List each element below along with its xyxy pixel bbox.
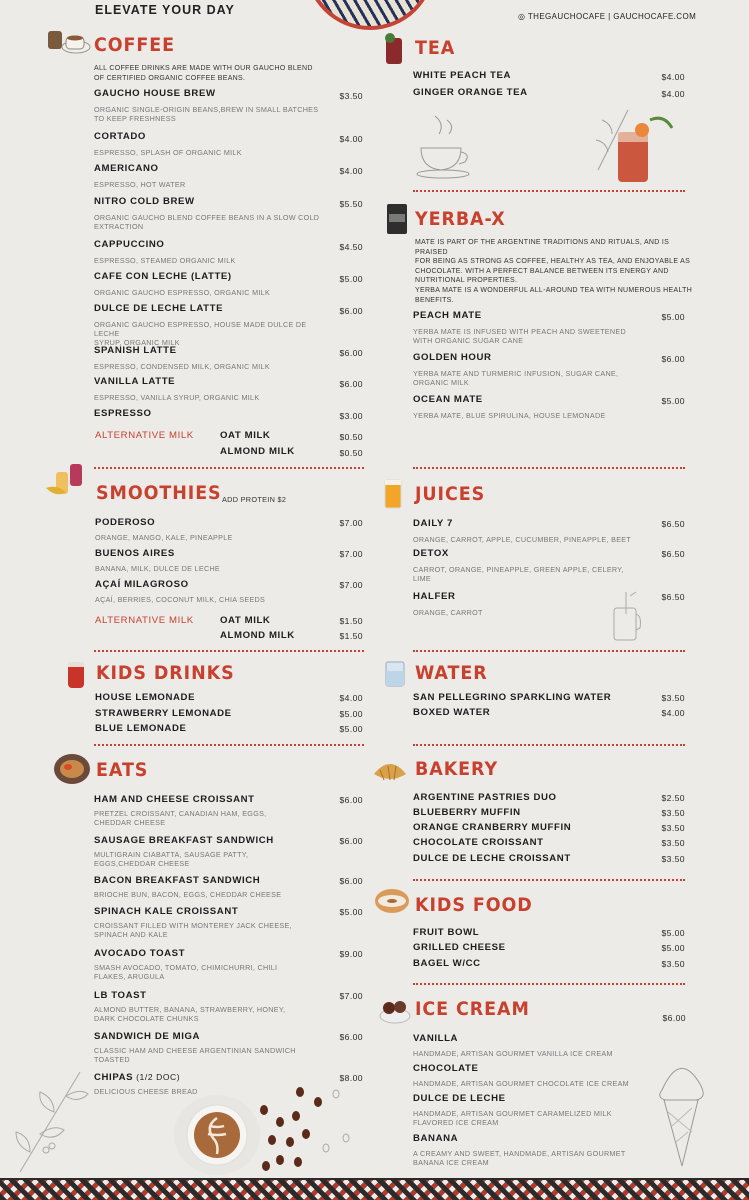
- menu-item-price: $6.50: [661, 519, 685, 529]
- menu-item-price: $6.00: [339, 1032, 363, 1042]
- alt-milk-price: $1.50: [339, 616, 363, 626]
- item-description: YERBA MATE, BLUE SPIRULINA, HOUSE LEMONADE: [413, 411, 606, 420]
- menu-item-name: AMERICANO: [94, 163, 159, 174]
- menu-item-suffix: (1/2 DOC): [133, 1072, 181, 1082]
- eats-plate-icon: [52, 752, 92, 786]
- item-description: BRIOCHE BUN, BACON, EGGS, CHEDDAR CHEESE: [94, 890, 282, 899]
- item-description: SMASH AVOCADO, TOMATO, CHIMICHURRI, CHILI FLAKES, ARUGULA: [94, 963, 278, 982]
- alt-milk-price: $0.50: [339, 432, 363, 442]
- section-title-yerba: YERBA-X: [415, 208, 506, 230]
- menu-item-price: $8.00: [339, 1073, 363, 1083]
- menu-item-name: AÇAÍ MILAGROSO: [95, 579, 189, 590]
- divider: [94, 744, 364, 746]
- menu-item-price: $6.00: [339, 348, 363, 358]
- menu-item-price: $6.00: [339, 379, 363, 389]
- menu-item-name: DULCE DE LECHE: [413, 1093, 506, 1104]
- menu-item-name: GOLDEN HOUR: [413, 352, 492, 363]
- menu-item-name: SPANISH LATTE: [94, 345, 177, 356]
- item-description: MULTIGRAIN CIABATTA, SAUSAGE PATTY, EGGS,CHEDDAR CHEESE: [94, 850, 249, 869]
- menu-item-price: $3.50: [661, 808, 685, 818]
- menu-item-name: FRUIT BOWL: [413, 927, 480, 938]
- item-description: PRETZEL CROISSANT, CANADIAN HAM, EGGS, CHEDDAR CHEESE: [94, 809, 267, 828]
- section-title-juices: JUICES: [415, 483, 486, 505]
- menu-item-price: $3.50: [661, 959, 685, 969]
- alt-milk-price: $1.50: [339, 631, 363, 641]
- menu-item-name: CHOCOLATE: [413, 1063, 479, 1074]
- menu-item-name: OCEAN MATE: [413, 394, 483, 405]
- menu-item-name: SAN PELLEGRINO SPARKLING WATER: [413, 692, 612, 703]
- menu-item-name: GRILLED CHEESE: [413, 942, 506, 953]
- coffee-cups-icon: [44, 27, 92, 59]
- ice-cream-price: $6.00: [662, 1013, 686, 1023]
- menu-item-name: AVOCADO TOAST: [94, 948, 186, 959]
- alt-milk-label: ALTERNATIVE MILK: [95, 615, 194, 626]
- item-description: BANANA, MILK, DULCE DE LECHE: [95, 564, 221, 573]
- section-title-kids-drinks: KIDS DRINKS: [96, 662, 235, 684]
- item-description: ESPRESSO, VANILLA SYRUP, ORGANIC MILK: [94, 393, 260, 402]
- ice-cream-cone-sketch-icon: [652, 1050, 708, 1170]
- item-description: ORGANIC GAUCHO ESPRESSO, ORGANIC MILK: [94, 288, 271, 297]
- item-description: AÇAÍ, BERRIES, COCONUT MILK, CHIA SEEDS: [95, 595, 266, 604]
- divider: [94, 467, 364, 469]
- bagel-icon: [372, 884, 412, 918]
- item-description: ORGANIC GAUCHO BLEND COFFEE BEANS IN A SLOW COLD EXTRACTION: [94, 213, 320, 232]
- item-description: ESPRESSO, STEAMED ORGANIC MILK: [94, 256, 236, 265]
- menu-item-name: BLUE LEMONADE: [95, 723, 187, 734]
- logo-emblem: [305, 0, 435, 30]
- section-title-kids-food: KIDS FOOD: [415, 894, 533, 916]
- menu-item-price: $3.50: [661, 823, 685, 833]
- item-description: ORGANIC SINGLE-ORIGIN BEANS,BREW IN SMALL BATCHES TO KEEP FRESHNESS: [94, 105, 319, 124]
- menu-item-name: SANDWICH DE MIGA: [94, 1031, 201, 1042]
- menu-item-name: VANILLA LATTE: [94, 376, 176, 387]
- menu-item-name: NITRO COLD BREW: [94, 196, 195, 207]
- menu-item-price: $5.00: [339, 907, 363, 917]
- social-handles: ◎ THEGAUCHOCAFE | GAUCHOCAFE.COM: [518, 12, 697, 21]
- menu-item-name: BANANA: [413, 1133, 459, 1144]
- iced-tea-icon: [588, 100, 680, 190]
- section-title-ice-cream: ICE CREAM: [415, 998, 530, 1020]
- menu-item-price: $5.00: [339, 274, 363, 284]
- menu-item-price: $3.50: [661, 854, 685, 864]
- section-title-eats: EATS: [96, 759, 149, 781]
- section-title-water: WATER: [415, 662, 488, 684]
- alt-milk-price: $0.50: [339, 448, 363, 458]
- alt-milk-name: OAT MILK: [220, 615, 271, 626]
- item-description: A CREAMY AND SWEET, HANDMADE, ARTISAN GOURMET BANANA ICE CREAM: [413, 1149, 626, 1168]
- menu-item-name: VANILLA: [413, 1033, 459, 1044]
- menu-item-price: $3.50: [661, 838, 685, 848]
- water-glass-icon: [383, 659, 407, 689]
- menu-item-price: $7.00: [339, 580, 363, 590]
- menu-item-price: $5.00: [339, 709, 363, 719]
- menu-item-price: $4.00: [661, 72, 685, 82]
- menu-item-price: $4.00: [339, 134, 363, 144]
- item-description: YERBA MATE IS INFUSED WITH PEACH AND SWEETENED WITH ORGANIC SUGAR CANE: [413, 327, 626, 346]
- item-description: ESPRESSO, CONDENSED MILK, ORGANIC MILK: [94, 362, 270, 371]
- item-description: ESPRESSO, SPLASH OF ORGANIC MILK: [94, 148, 242, 157]
- ice-cream-bowl-icon: [378, 994, 412, 1026]
- menu-item-name: ESPRESSO: [94, 408, 152, 419]
- menu-item-price: $3.00: [339, 411, 363, 421]
- menu-item-name: GAUCHO HOUSE BREW: [94, 88, 216, 99]
- menu-item-name: CORTADO: [94, 131, 146, 142]
- menu-item-name: DULCE DE LECHE LATTE: [94, 303, 224, 314]
- menu-item-name: BAGEL W/CC: [413, 958, 481, 969]
- alt-milk-name: ALMOND MILK: [220, 630, 295, 641]
- divider: [94, 650, 364, 652]
- smoothies-icon: [44, 462, 86, 502]
- menu-item-price: $3.50: [661, 693, 685, 703]
- menu-item-price: $4.50: [339, 242, 363, 252]
- menu-item-name: SPINACH KALE CROISSANT: [94, 906, 239, 917]
- item-description: YERBA MATE AND TURMERIC INFUSION, SUGAR CANE, ORGANIC MILK: [413, 369, 619, 388]
- menu-item-price: $4.00: [339, 693, 363, 703]
- menu-item-name: BACON BREAKFAST SANDWICH: [94, 875, 261, 886]
- section-title-bakery: BAKERY: [415, 758, 499, 780]
- menu-item-price: $5.00: [661, 928, 685, 938]
- menu-item-price: $6.00: [339, 306, 363, 316]
- tagline: ELEVATE YOUR DAY: [95, 3, 235, 17]
- menu-item-name: CHIPAS (1/2 DOC): [94, 1072, 181, 1083]
- divider: [413, 467, 685, 469]
- menu-item-price: $6.50: [661, 592, 685, 602]
- alt-milk-name: OAT MILK: [220, 430, 271, 441]
- item-description: HANDMADE, ARTISAN GOURMET CARAMELIZED MILK FLAVORED ICE CREAM: [413, 1109, 612, 1128]
- menu-item-name: PODEROSO: [95, 517, 156, 528]
- menu-item-name: WHITE PEACH TEA: [413, 70, 512, 81]
- menu-item-price: $4.00: [339, 166, 363, 176]
- menu-item-price: $4.00: [661, 89, 685, 99]
- menu-item-price: $6.50: [661, 549, 685, 559]
- menu-item-name: ARGENTINE PASTRIES DUO: [413, 792, 557, 803]
- menu-item-price: $7.00: [339, 549, 363, 559]
- item-description: CLASSIC HAM AND CHEESE ARGENTINIAN SANDWICH TOASTED: [94, 1046, 296, 1065]
- tea-cup-sketch-icon: [415, 112, 479, 182]
- latte-cup-icon: [172, 1090, 262, 1176]
- menu-item-price: $6.00: [339, 795, 363, 805]
- menu-item-price: $6.00: [339, 876, 363, 886]
- orange-juice-icon: [381, 476, 405, 512]
- menu-item-price: $6.00: [661, 354, 685, 364]
- item-description: ALMOND BUTTER, BANANA, STRAWBERRY, HONEY, DARK CHOCOLATE CHUNKS: [94, 1005, 286, 1024]
- item-description: ORGANIC GAUCHO ESPRESSO, HOUSE MADE DULCE DE LECHE SYRUP, ORGANIC MILK: [94, 320, 307, 348]
- item-description: ORANGE, MANGO, KALE, PINEAPPLE: [95, 533, 233, 542]
- menu-item-price: $3.50: [339, 91, 363, 101]
- item-description: HANDMADE, ARTISAN GOURMET CHOCOLATE ICE CREAM: [413, 1079, 629, 1088]
- menu-item-name: CAFE CON LECHE (LATTE): [94, 271, 232, 282]
- menu-item-name: LB TOAST: [94, 990, 147, 1001]
- menu-item-name: PEACH MATE: [413, 310, 482, 321]
- decorative-border: [0, 1178, 749, 1200]
- divider: [413, 879, 685, 881]
- menu-item-price: $9.00: [339, 949, 363, 959]
- menu-item-price: $2.50: [661, 793, 685, 803]
- divider: [413, 744, 685, 746]
- menu-item-price: $5.00: [661, 943, 685, 953]
- menu-item-name: BUENOS AIRES: [95, 548, 175, 559]
- menu-item-name: HALFER: [413, 591, 456, 602]
- alt-milk-label: ALTERNATIVE MILK: [95, 430, 194, 441]
- menu-item-name: STRAWBERRY LEMONADE: [95, 708, 232, 719]
- section-title-tea: TEA: [415, 37, 456, 59]
- item-description: CARROT, ORANGE, PINEAPPLE, GREEN APPLE, CELERY, LIME: [413, 565, 624, 584]
- bakery-croissant-icon: [370, 754, 410, 788]
- item-description: DELICIOUS CHEESE BREAD: [94, 1087, 198, 1096]
- menu-item-name: SAUSAGE BREAKFAST SANDWICH: [94, 835, 274, 846]
- menu-item-name: GINGER ORANGE TEA: [413, 87, 528, 98]
- tea-glass-icon: [380, 32, 410, 68]
- menu-item-price: $7.00: [339, 518, 363, 528]
- menu-item-price: $4.00: [661, 708, 685, 718]
- section-title-smoothies: SMOOTHIES: [96, 482, 222, 504]
- menu-item-name: BLUEBERRY MUFFIN: [413, 807, 521, 818]
- menu-item-name: HOUSE LEMONADE: [95, 692, 196, 703]
- menu-item-price: $6.00: [339, 836, 363, 846]
- menu-item-name: DULCE DE LECHE CROISSANT: [413, 853, 571, 864]
- menu-item-name: CAPPUCCINO: [94, 239, 165, 250]
- menu-item-name: CHOCOLATE CROISSANT: [413, 837, 544, 848]
- smoothies-protein-note: ADD PROTEIN $2: [222, 495, 287, 504]
- item-description: ORANGE, CARROT, APPLE, CUCUMBER, PINEAPPLE, BEET: [413, 535, 632, 544]
- menu-item-price: $5.00: [661, 396, 685, 406]
- menu-item-price: $5.00: [339, 724, 363, 734]
- coffee-beans-icon: [250, 1082, 360, 1178]
- yerba-intro: MATE IS PART OF THE ARGENTINE TRADITIONS AND RITUALS, AND IS PRAISED FOR BEING AS STRONG AS COFFEE, HEALTHY AS TEA, AND ENJOYABLE AS CHOCOLATE. WITH A PERFECT BALANCE BETWEEN ITS ENERGY AND NUTRITIONAL PROPERTIES. YERBA MATE IS A WONDERFUL ALL-AROUND TEA WITH NUMEROUS HEALTH BENEFITS.: [415, 239, 693, 304]
- coffee-intro: ALL COFFEE DRINKS ARE MADE WITH OUR GAUCHO BLEND OF CERTIFIED ORGANIC COFFEE BEANS.: [94, 65, 313, 82]
- item-description: ORANGE, CARROT: [413, 608, 483, 617]
- coffee-plant-sketch-icon: [10, 1062, 90, 1176]
- divider: [413, 650, 685, 652]
- menu-item-price: $5.50: [339, 199, 363, 209]
- divider: [413, 983, 685, 985]
- alt-milk-name: ALMOND MILK: [220, 446, 295, 457]
- item-description: HANDMADE, ARTISAN GOURMET VANILLA ICE CREAM: [413, 1049, 613, 1058]
- divider: [413, 190, 685, 192]
- menu-item-price: $5.00: [661, 312, 685, 322]
- menu-item-name: DETOX: [413, 548, 449, 559]
- item-description: ESPRESSO, HOT WATER: [94, 180, 186, 189]
- kids-drink-icon: [64, 656, 88, 690]
- section-title-coffee: COFFEE: [94, 34, 175, 56]
- item-description: CROISSANT FILLED WITH MONTEREY JACK CHEESE, SPINACH AND KALE: [94, 921, 292, 940]
- menu-item-name: HAM AND CHEESE CROISSANT: [94, 794, 255, 805]
- menu-item-name: DAILY 7: [413, 518, 453, 529]
- menu-item-price: $7.00: [339, 991, 363, 1001]
- menu-item-name: BOXED WATER: [413, 707, 491, 718]
- yerba-mate-bag-icon: [381, 200, 413, 238]
- menu-item-name: ORANGE CRANBERRY MUFFIN: [413, 822, 572, 833]
